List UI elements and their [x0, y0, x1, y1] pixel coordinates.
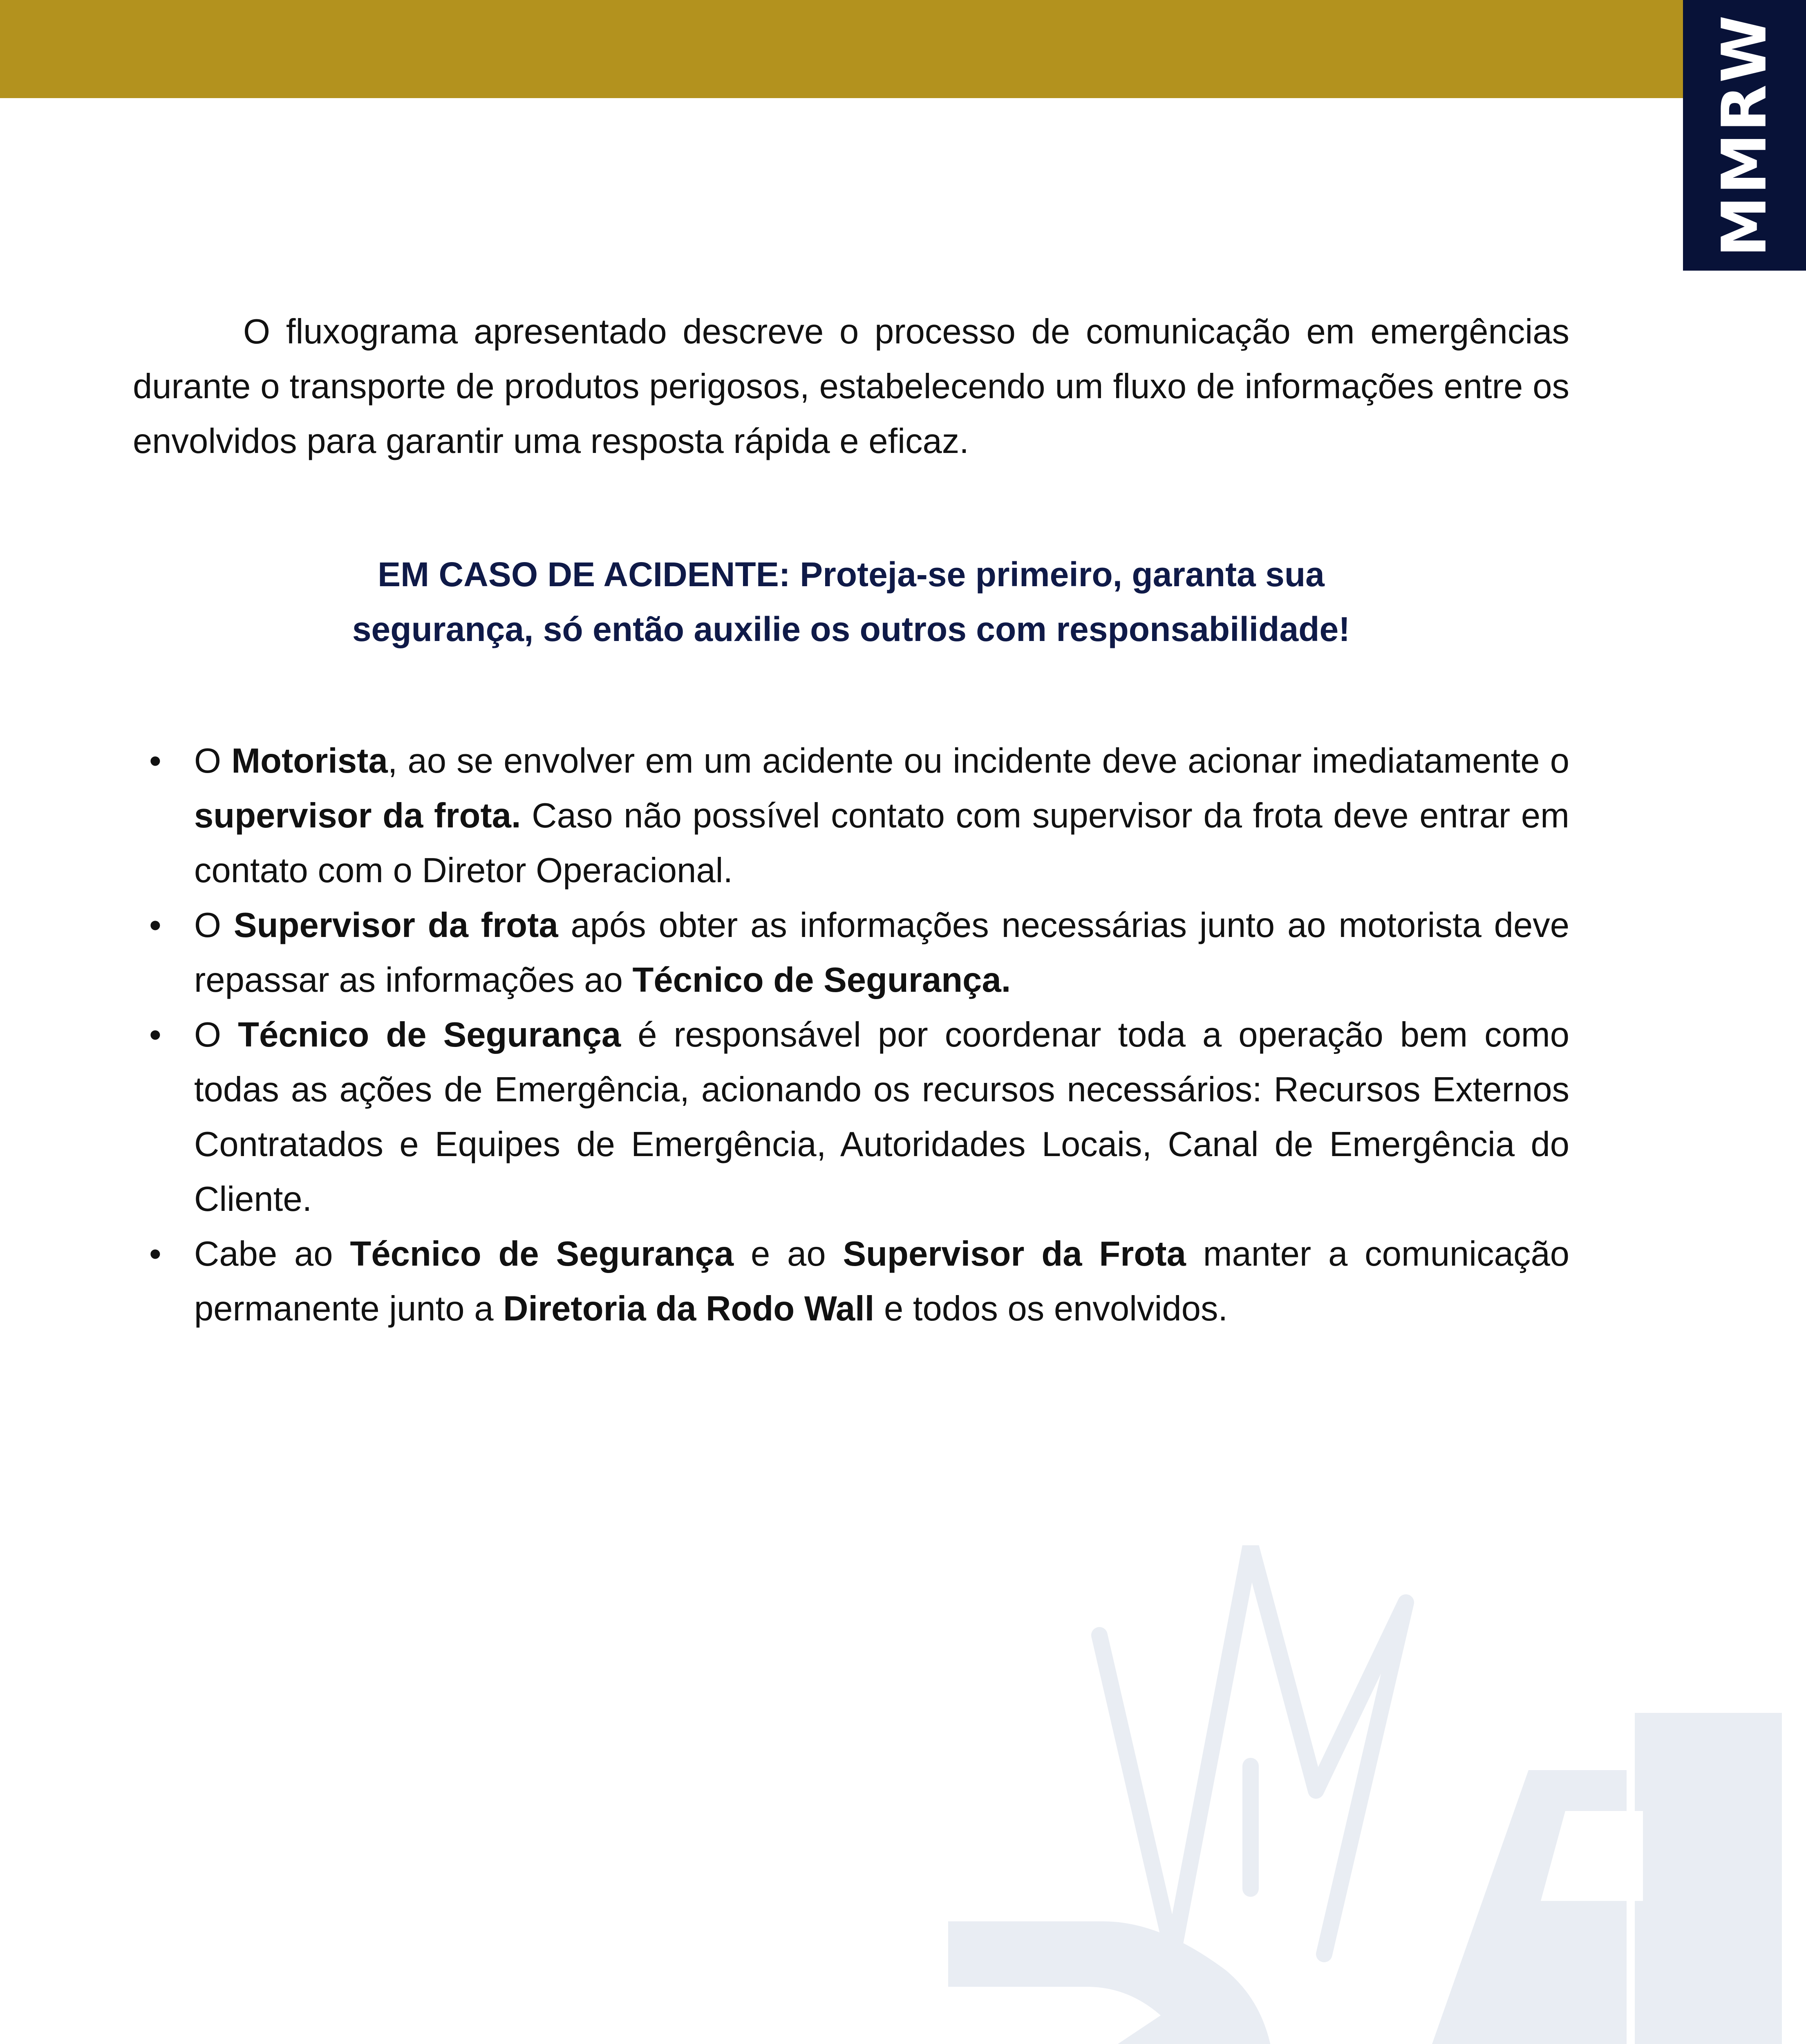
accident-warning [133, 547, 1569, 657]
list-item: • O Motorista, ao se envolver em um acidente ou incidente deve acionar imediatamente o supervisor da frota. Caso não possível contato com supervisor da frota deve entrar em contato com o Diretor Operacional. [194, 734, 1569, 898]
vehicle-collision-icon [915, 1545, 1806, 2044]
list-item: • O Supervisor da frota após obter as informações necessárias junto ao motorista deve repassar as informações ao Técnico de Segurança. [194, 898, 1569, 1008]
warning-line-2: segurança, só então auxilie os outros com responsabilidade! [352, 610, 1350, 648]
intro-paragraph: O fluxograma apresentado descreve o processo de comunicação em emergências durante o transporte de produtos perigosos, estabelecendo um fluxo de informações entre os envolvidos para garantir uma resposta rápida e eficaz. [133, 312, 1569, 461]
header-tab-label: MMRW [1709, 13, 1780, 257]
warning-line-1: EM CASO DE ACIDENTE: Proteja-se primeiro, garanta sua [378, 555, 1325, 594]
header-tab [1683, 0, 1806, 271]
responsibility-list [194, 734, 1569, 1336]
list-item: • Cabe ao Técnico de Segurança e ao Supervisor da Frota manter a comunicação permanente junto a Diretoria da Rodo Wall e todos os envolvidos. [194, 1227, 1569, 1336]
header-bar [0, 0, 1683, 98]
list-item: • O Técnico de Segurança é responsável por coordenar toda a operação bem como todas as ações de Emergência, acionando os recursos necessários: Recursos Externos Contratados e Equipes de Emergência, Autoridades Locais, Canal de Emergência do Cliente. [194, 1008, 1569, 1227]
